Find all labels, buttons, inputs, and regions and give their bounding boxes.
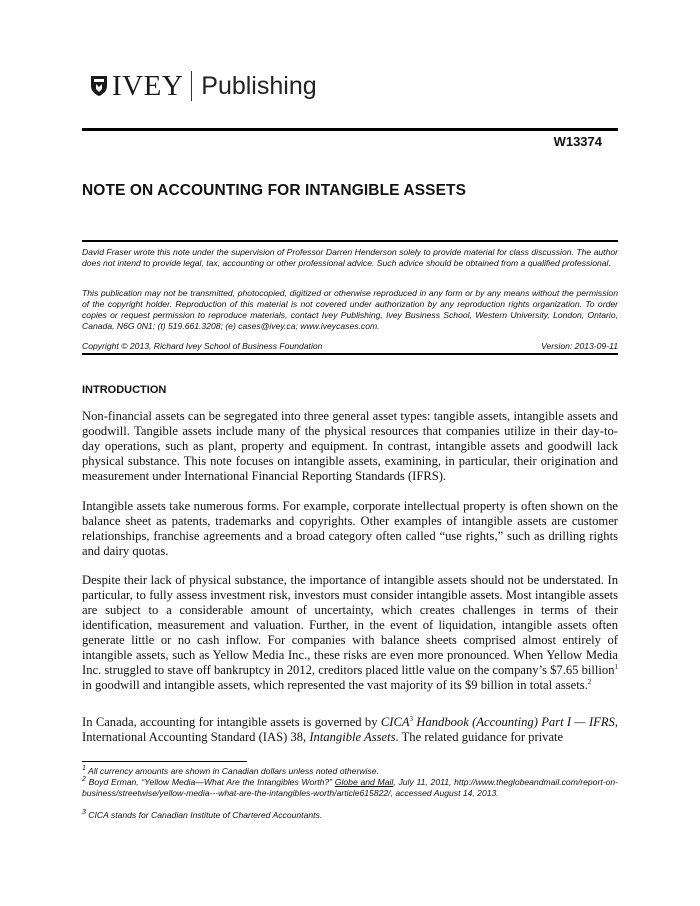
authorship-notice: David Fraser wrote this note under the supervision of Professor Darren Henderson solely to provide material for class discussion. The author does not intend to provide legal, tax, accounting or other professional advice. Such advice should be obtained from a qualified professional. [82,247,618,268]
footnote-1-text: All currency amounts are shown in Canadian dollars unless noted otherwise. [85,766,379,776]
notice-top-rule [82,240,618,242]
footnote-2-text-a: Boyd Erman, “Yellow Media—What Are the Intangibles Worth?” [85,777,335,787]
paragraph-1: Non-financial assets can be segregated into three general asset types: tangible assets, intangible assets and goodwill. Tangible assets include many of the physical resources that companies utilize in their day-to-day operations, such as plant, property and equipment. In contrast, intangible assets and goodwill lack physical substance. This note focuses on intangible assets, examining, in particular, their origination and measurement under International Financial Reporting Standards (IFRS). [82,409,618,483]
paragraph-4-handbook: Handbook (Accounting) Part I — IFRS [413,715,615,729]
logo-divider [191,71,192,101]
paragraph-2: Intangible assets take numerous forms. For example, corporate intellectual property is often shown on the balance sheet as patents, trademarks and copyrights. Other examples of intangible assets are customer relationships, franchise agreements and a broad category often called “use rights,” such as drilling rights and dairy quotas. [82,499,618,558]
paragraph-3 [82,573,618,693]
paragraph-4-text-e: . The related guidance for private [395,730,564,744]
logo-wordmark: IVEY [112,69,184,102]
footnote-ref-1: 1 [614,662,618,671]
paragraph-4 [82,715,618,745]
paragraph-3-text-a: Despite their lack of physical substance, the importance of intangible assets should not be understated. In particular, to fully assess investment risk, investors must consider intangible assets. Most intangible assets are subject to a considerable amount of uncertainty, which creates challenges in terms of their identification, measurement and valuation. Further, in the event of liquidation, intangible assets often generate little or no cash inflow. For companies with balance sheets comprised almost entirely of intangible assets, such as Yellow Media Inc., these risks are even more pronounced. When Yellow Media Inc. struggled to stave off bankruptcy in 2012, creditors placed little value on the company’s $7.65 billion [82,573,618,677]
footnote-3-text: CICA stands for Canadian Institute of Chartered Accountants. [85,810,323,820]
footnote-2-source: Globe and Mail [334,777,394,787]
footnote-ref-3: 3 [409,714,414,723]
document-title: NOTE ON ACCOUNTING FOR INTANGIBLE ASSETS [82,182,467,199]
case-number: W13374 [553,134,602,149]
footnote-ref-2: 2 [587,677,592,686]
logo-publishing-text: Publishing [201,71,317,100]
permission-notice: This publication may not be transmitted, photocopied, digitized or otherwise reproduced in any form or by any means without the permission of the copyright holder. Reproduction of this material is not covered under authorization by any reproduction rights organization. To order copies or request permission to reproduce materials, contact Ivey Publishing, Ivey Business School, Western University, London, Ontario, Canada, N6G 0N1; (t) 519.661.3208; (e) cases@ivey.ca; www.iveycases.com. [82,288,618,331]
notice-bottom-rule [82,353,618,355]
copyright-text: Copyright © 2013, Richard Ivey School of Business Foundation [82,341,323,351]
footnote-rule [82,761,247,762]
paragraph-4-ias-title: Intangible Assets [309,730,396,744]
footnote-3 [82,810,618,821]
copyright-line [82,341,618,351]
paragraph-4-text-a: In Canada, accounting for intangible assets is governed by [82,715,381,729]
paragraph-4-cica: CICA [380,715,410,729]
version-text: Version: 2013-09-11 [541,341,618,351]
ivey-publishing-logo [90,66,317,106]
paragraph-4-text-c: , International Accounting Standard (IAS) 38, [82,715,618,744]
footnote-2 [82,777,618,798]
footnote-1 [82,766,618,777]
footnote-2-mark: 2 [82,776,86,784]
ivey-shield-icon [90,75,108,97]
paragraph-3-text-b: in goodwill and intangible assets, which represented the vast majority of its $9 billion in total assets. [82,678,588,692]
header-rule [82,128,618,131]
section-heading-introduction: INTRODUCTION [82,384,167,396]
footnote-3-mark: 3 [82,809,86,817]
footnote-2-text-b: , July 11, 2011, http://www.theglobeandmail.com/report-on-business/streetwise/yellow-media---what-are-the-intangibles-worth/article615822/, accessed August 14, 2013. [82,777,618,798]
footnote-1-mark: 1 [82,765,86,773]
